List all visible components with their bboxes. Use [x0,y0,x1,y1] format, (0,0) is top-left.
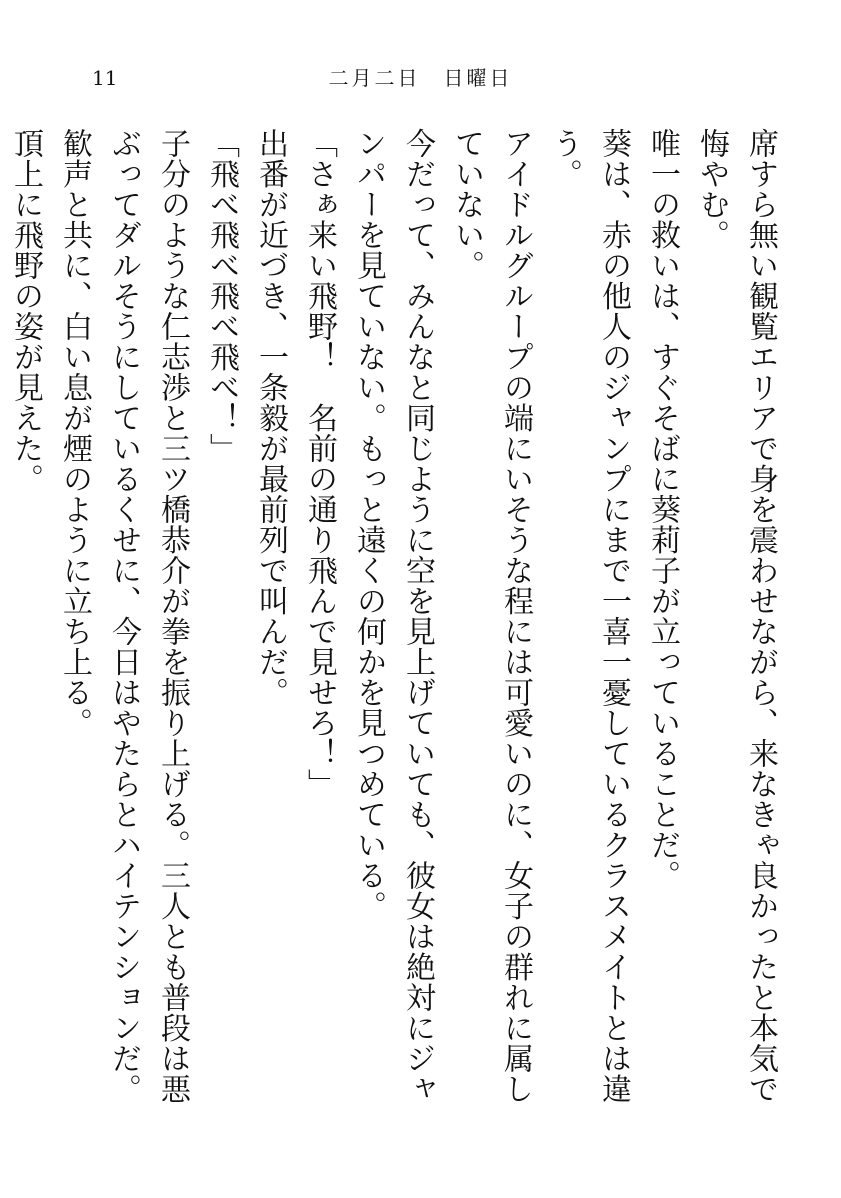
paragraph: 今だって、みんなと同じように空を見上げていても、彼女は絶対にジャンパーを見ていない。もっと遠くの何かを見つめている。 [351,128,435,1104]
paragraph: 席すら無い観覧エリアで身を震わせながら、来なきゃ良かったと本気で悔やむ。 [694,128,778,1104]
paragraph: 「さぁ来い飛野！ 名前の通り飛んで見せろ！」 [302,128,337,799]
paragraph: 頂上に飛野の姿が見えた。 [8,128,43,494]
running-title: 二月二日 日曜日 [328,66,513,90]
paragraph [0,128,1,1128]
paragraph: 出番が近づき、一条毅が最前列で叫んだ。 [253,128,288,708]
paragraph: 子分のような仁志渉と三ツ橋恭介が拳を振り上げる。三人とも普段は悪ぶってダルそうにしているくせに、今日はやたらとハイテンションだ。 [106,128,190,1104]
paragraph: 「飛べ飛べ飛べ飛べ！」 [204,128,239,464]
body-text [8,128,785,1128]
paragraph: 葵は、赤の他人のジャンプにまで一喜一憂しているクラスメイトとは違う。 [547,128,631,1104]
page-number: 11 [92,66,118,90]
paragraph: 唯一の救いは、すぐそばに葵莉子が立っていることだ。 [645,128,680,891]
paragraph: 歓声と共に、白い息が煙のように立ち上る。 [57,128,92,738]
paragraph: アイドルグループの端にいそうな程には可愛いのに、女子の群れに属していない。 [449,128,533,1104]
